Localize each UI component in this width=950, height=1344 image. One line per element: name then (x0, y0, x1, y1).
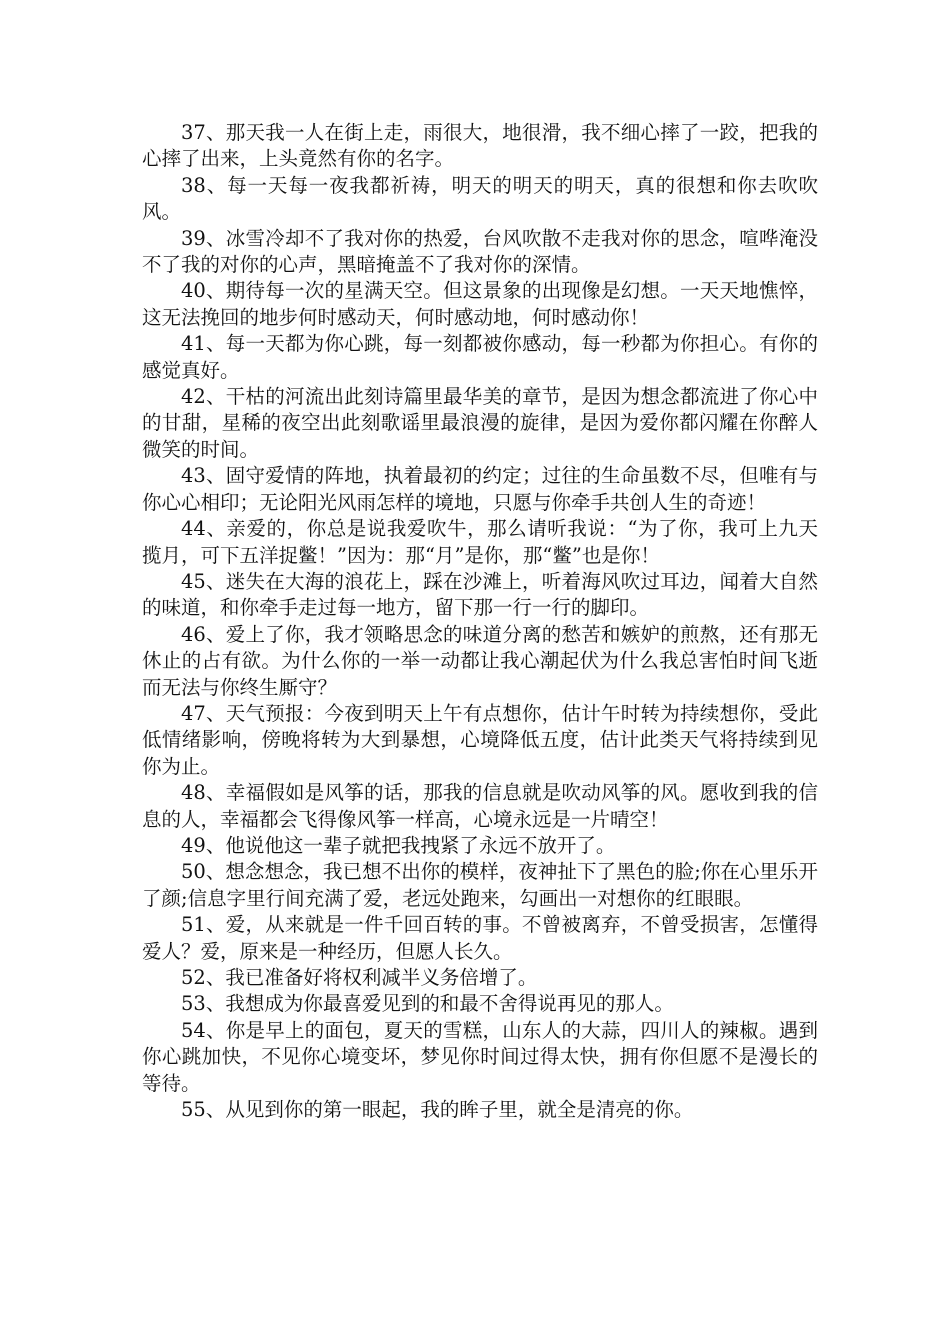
paragraph-43: 43、固守爱情的阵地，执着最初的约定；过往的生命虽数不尽，但唯有与你心心相印；无论阳光风雨怎样的境地，只愿与你牵手共创人生的奇迹！ (142, 464, 818, 514)
document-body (142, 120, 818, 1123)
paragraph-51: 51、爱，从来就是一件千回百转的事。不曾被离弃，不曾受损害，怎懂得爱人？爱，原来是一种经历，但愿人长久。 (142, 913, 818, 963)
paragraph-37: 37、那天我一人在街上走，雨很大，地很滑，我不细心摔了一跤，把我的心摔了出来，上头竟然有你的名字。 (142, 121, 818, 171)
paragraph-39: 39、冰雪冷却不了我对你的热爱，台风吹散不走我对你的思念，喧哗淹没不了我的对你的心声，黑暗掩盖不了我对你的深情。 (142, 226, 818, 277)
paragraph-48: 48、幸福假如是风筝的话，那我的信息就是吹动风筝的风。愿收到我的信息的人，幸福都会飞得像风筝一样高，心境永远是一片晴空！ (142, 781, 818, 831)
paragraph-52: 52、我已准备好将权利减半义务倍增了。 (181, 966, 538, 989)
paragraph-42: 42、干枯的河流出此刻诗篇里最华美的章节，是因为想念都流进了你心中的甘甜，星稀的夜空出此刻歌谣里最浪漫的旋律，是因为爱你都闪耀在你醉人微笑的时间。 (142, 385, 818, 461)
paragraph-47: 47、天气预报：今夜到明天上午有点想你，估计午时转为持续想你，受此低情绪影响，傍晚将转为大到暴想，心境降低五度，估计此类天气将持续到见你为止。 (142, 701, 818, 778)
paragraph-54: 54、你是早上的面包，夏天的雪糕，山东人的大蒜，四川人的辣椒。遇到你心跳加快，不见你心境变坏，梦见你时间过得太快，拥有你但愿不是漫长的等待。 (142, 1018, 818, 1095)
paragraph-44: 44、亲爱的，你总是说我爱吹牛，那么请听我说：“为了你，我可上九天揽月，可下五洋捉鳖！”因为：那“月”是你，那“鳖”也是你！ (142, 517, 818, 567)
paragraph-49: 49、他说他这一辈子就把我拽紧了永远不放开了。 (181, 833, 616, 857)
paragraph-53: 53、我想成为你最喜爱见到的和最不舍得说再见的那人。 (181, 992, 674, 1016)
paragraph-50: 50、想念想念，我已想不出你的模样，夜神扯下了黑色的脸;你在心里乐开了颜;信息字里行间充满了爱，老远处跑来，勾画出一对想你的红眼眼。 (142, 860, 818, 910)
paragraph-40: 40、期待每一次的星满天空。但这景象的出现像是幻想。一天天地憔悴，这无法挽回的地步何时感动天，何时感动地，何时感动你！ (142, 279, 818, 329)
paragraph-46: 46、爱上了你，我才领略思念的味道分离的愁苦和嫉妒的煎熬，还有那无休止的占有欲。为什么你的一举一动都让我心潮起伏为什么我总害怕时间飞逝而无法与你终生厮守？ (142, 622, 818, 699)
paragraph-41: 41、每一天都为你心跳，每一刻都被你感动，每一秒都为你担心。有你的感觉真好。 (142, 332, 818, 382)
paragraph-55: 55、从见到你的第一眼起，我的眸子里，就全是清亮的你。 (181, 1098, 694, 1122)
paragraph-45: 45、迷失在大海的浪花上，踩在沙滩上，听着海风吹过耳边，闻着大自然的味道，和你牵手走过每一地方，留下那一行一行的脚印。 (142, 569, 818, 620)
paragraph-38: 38、每一天每一夜我都祈祷，明天的明天的明天，真的很想和你去吹吹风。 (142, 173, 818, 224)
